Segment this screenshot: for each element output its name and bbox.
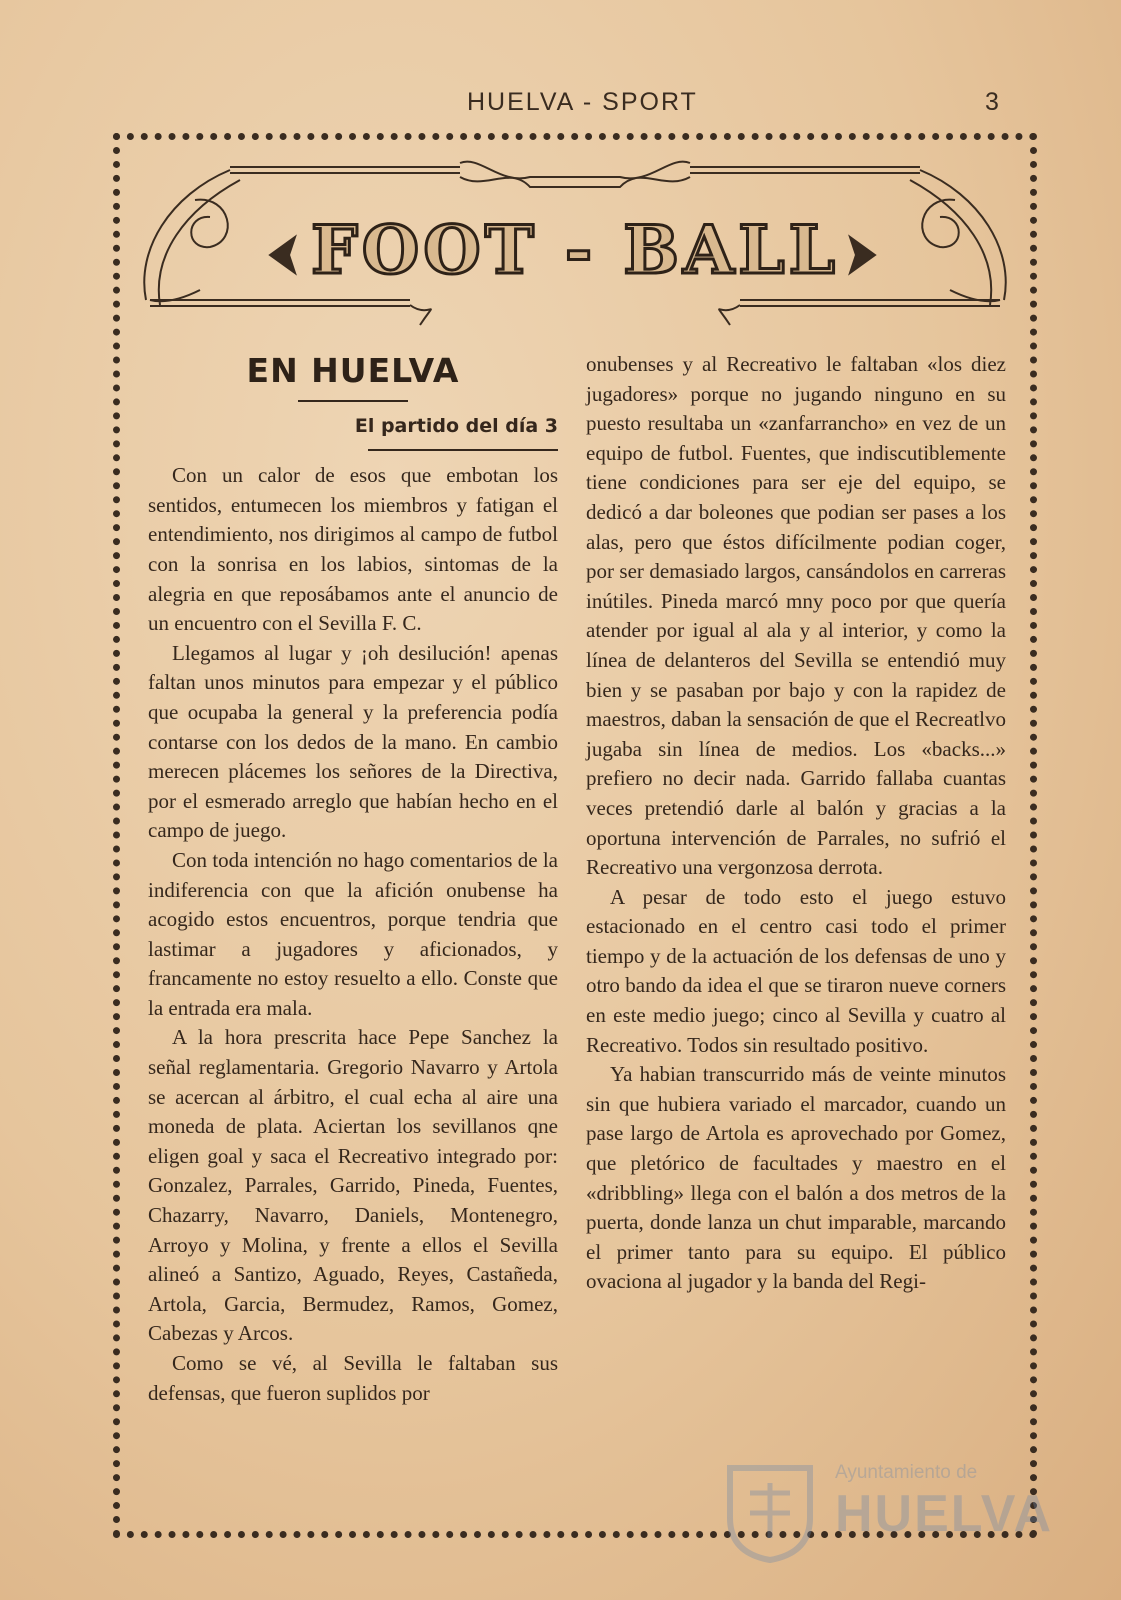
right-column — [586, 350, 1006, 1297]
football-banner — [140, 155, 1010, 340]
watermark-line-1: Ayuntamiento de — [835, 1462, 978, 1483]
banner-top-scroll — [460, 162, 690, 187]
archive-watermark — [710, 1458, 1054, 1568]
banner-bottom-rule — [150, 300, 1000, 306]
right-paragraph-2: Ya habian transcurrido más de veinte minutos sin que hubiera variado el marcador, cuando un pase largo de Artola es aprovechado por Gomez, que pletórico de facultades y maestro en el «dribbling» llega con el balón a dos metros de la puerta, donde lanza un chut imparable, marcando el primer tanto para su equipo. El público ovaciona al jugador y la banda del Regi- — [586, 1062, 1006, 1294]
banner-left-leaf — [191, 200, 228, 248]
page-number: 3 — [985, 88, 1001, 116]
watermark-line-2: HUELVA — [835, 1485, 1054, 1543]
article-subheadline: El partido del día 3 — [354, 414, 558, 437]
shield-icon — [720, 1458, 820, 1563]
right-paragraph-1: A pesar de todo esto el juego estuvo estacionado en el centro casi todo el primer tiempo y de la actuación de los defensas de uno y otro bando da idea el que se tiraron nueve corners en este medio juego; cinco al Sevilla y cuatro al Recreativo. Todos sin resultado positivo. — [586, 884, 1006, 1057]
left-paragraph-2: Llegamos al lugar y ¡oh desilución! apenas faltan unos minutos para empezar y el público que ocupaba la general y la preferencia podía contarse con los dedos de la mano. En cambio merecen plácemes los señores de la Directiva, por el esmerado arreglo que habían hecho en el campo de juego. — [148, 640, 558, 843]
left-paragraph-3: Con toda intención no hago comentarios de la indiferencia con que la afición onubense ha acogido estos encuentros, porque tendria que lastimar a jugadores y aficionados, y francamente no estoy resuelto a ello. Conste que la entrada era mala. — [148, 847, 558, 1020]
left-paragraph-5: Como se vé, al Sevilla le faltaban sus defensas, que fueron suplidos por — [148, 1351, 558, 1405]
running-head-title: HUELVA - SPORT — [467, 88, 698, 116]
banner-right-leaf — [922, 200, 959, 248]
banner-title: FOOT - BALL — [310, 211, 840, 289]
subheadline-rule — [368, 449, 558, 451]
banner-bottom-scrolls — [410, 305, 740, 325]
right-continuation-paragraph: onubenses y al Recreativo le faltaban «los diez jugadores» porque no jugando ninguno en su puesto resultaba un «zanfarrancho» en vez de un equipo de futbol. Fuentes, que indiscutiblemente tiene condiciones para ser eje del equipo, se dedicó a dar boleones que podian ser pases a los alas, pero que éstos difícilmente podian coger, por ser demasiado largos, cansándolos en carreras inútiles. Pineda marcó mny poco por que quería atender por igual al ala y al interior, y como la línea de delanteros del Sevilla se entendió muy bien y se pasaban por bajo y con la rapidez de maestros, daban la sensación de que el Recreatlvo jugaba sin línea de medios. Los «backs...» prefiero no decir nada. Garrido fallaba cuantas veces pretendió darle al balón y gracias a la oportuna intervención de Parrales, no sufrió el Recreativo una vergonzosa derrota. — [586, 352, 1006, 880]
left-paragraph-1: Con un calor de esos que embotan los sentidos, entumecen los miembros y fatigan el entendimiento, nos dirigimos al campo de futbol con la sonrisa en los labios, sintomas de la alegria en que reposábamos ante el anuncio de un encuentro con el Sevilla F. C. — [148, 463, 558, 636]
left-column — [148, 350, 558, 1408]
article-headline: EN HUELVA — [246, 351, 460, 390]
banner-top-rule — [230, 167, 920, 173]
headline-rule — [298, 400, 408, 402]
left-paragraph-4: A la hora prescrita hace Pepe Sanchez la señal reglamentaria. Gregorio Navarro y Artola se acercan al árbitro, el cual echa al aire una moneda de plata. Aciertan los sevillanos qne eligen goal y saca el Recreativo integrado por: Gonzalez, Parrales, Garrido, Pineda, Fuentes, Chazarry, Navarro, Daniels, Montenegro, Arroyo y Molina, y frente a ellos el Sevilla alineó a Santizo, Aguado, Reyes, Castañeda, Artola, Garcia, Bermudez, Ramos, Gomez, Cabezas y Arcos. — [148, 1025, 558, 1346]
